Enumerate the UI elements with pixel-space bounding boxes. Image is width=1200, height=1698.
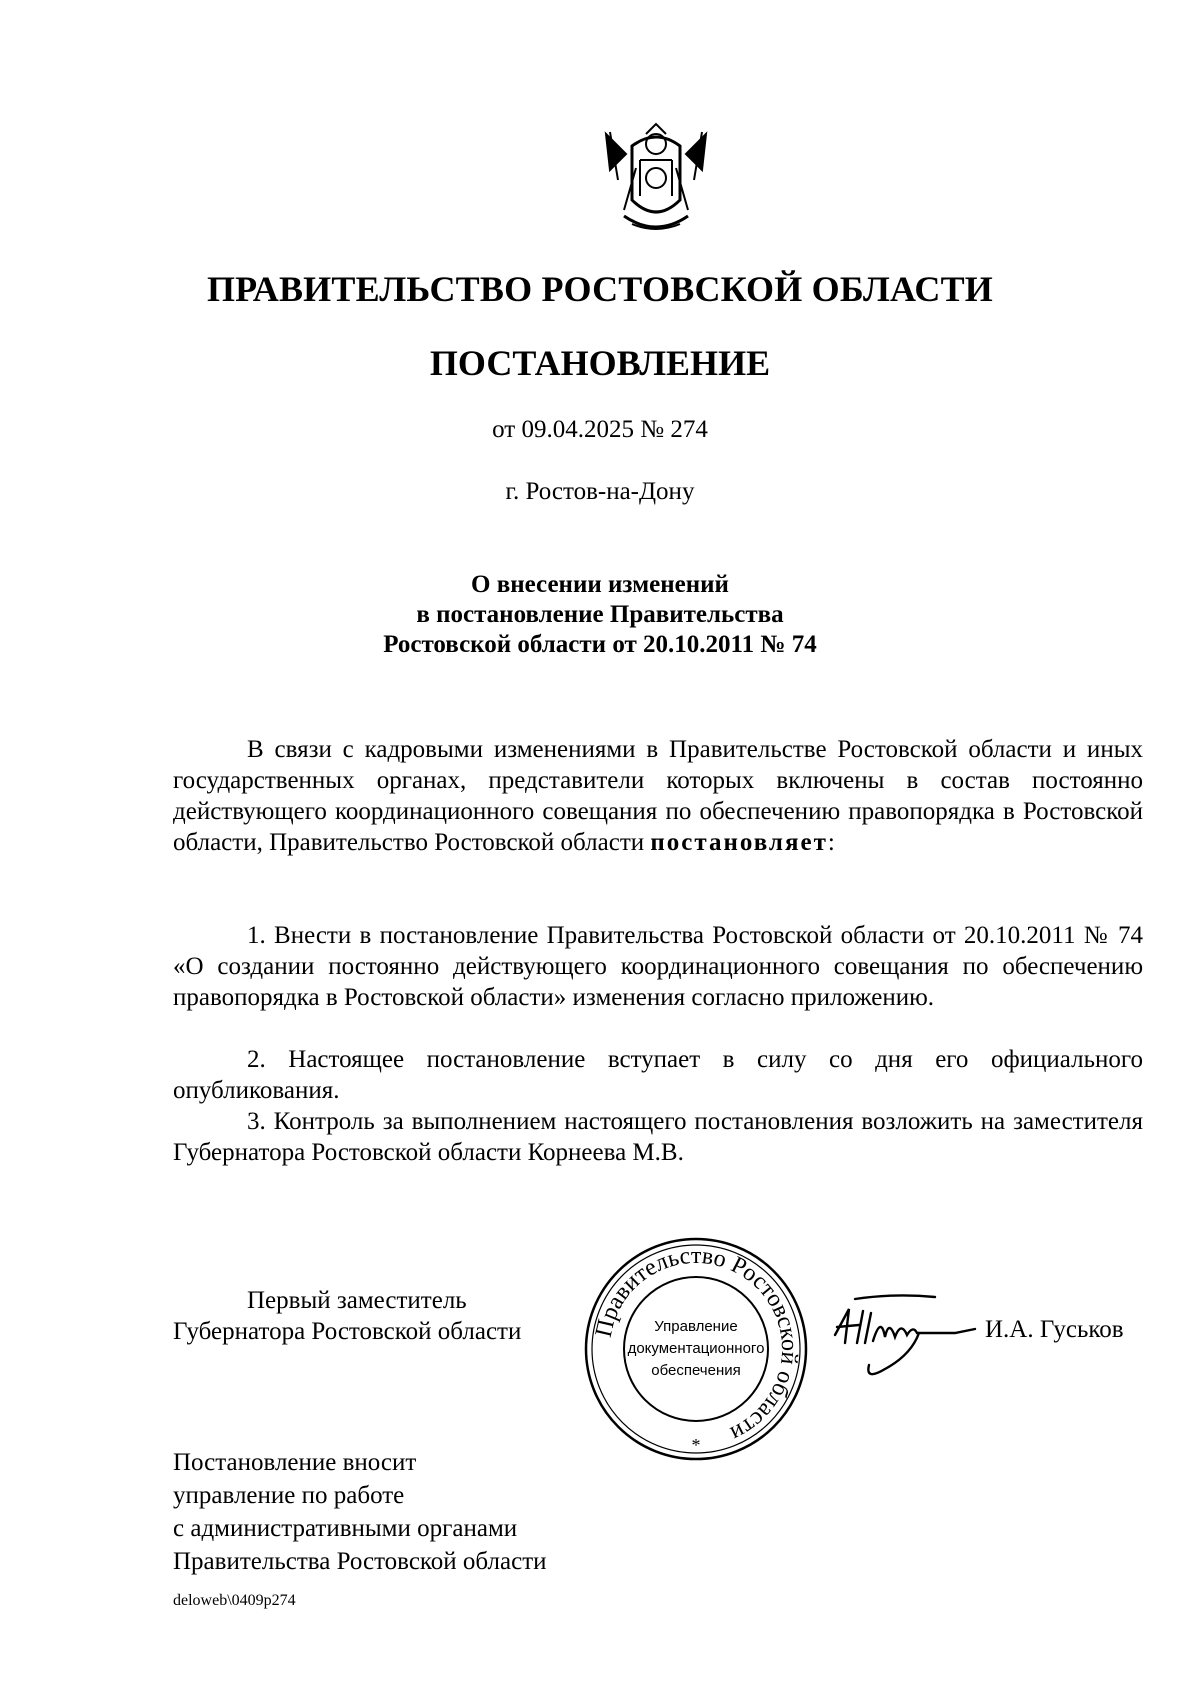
- preamble-paragraph: [173, 734, 1143, 858]
- item-paragraph-1: [173, 920, 1143, 1013]
- position-line: Губернатора Ростовской области: [173, 1318, 522, 1345]
- submitted-by-line: с административными органами: [173, 1515, 518, 1542]
- signatory-name: И.А. Гуськов: [985, 1316, 1124, 1343]
- org-title: ПРАВИТЕЛЬСТВО РОСТОВСКОЙ ОБЛАСТИ: [206, 269, 994, 309]
- seal-ring-text: Правительство Ростовской области: [590, 1242, 803, 1447]
- submitted-by: [173, 1446, 547, 1578]
- item-text: 1. Внести в постановление Правительства Ростовской области от 20.10.2011 № 74 «О создании постоянно действующего координационного совещания по обеспечению правопорядка в Ростовской области» изменения согласно приложению.: [173, 922, 1143, 1011]
- official-seal: [582, 1235, 810, 1463]
- subject-line: Ростовской области от 20.10.2011 № 74: [383, 631, 817, 658]
- preamble-punct: :: [827, 829, 835, 856]
- seal-center-line: Управление: [654, 1318, 738, 1335]
- coat-of-arms-icon: [596, 120, 716, 240]
- preamble-keyword: постановляет: [650, 829, 828, 856]
- position-line: Первый заместитель: [247, 1287, 467, 1314]
- document-subject: [0, 570, 1200, 660]
- seal-center-line: обеспечения: [651, 1362, 741, 1379]
- submitted-by-line: Правительства Ростовской области: [173, 1548, 547, 1575]
- document-date-number: от 09.04.2025 № 274: [492, 416, 708, 443]
- preamble-text: В связи с кадровыми изменениями в Правительстве Ростовской области и иных государственных органах, представители которых включены в состав постоянно действующего координационного совещания по обеспечению правопорядка в Ростовской области, Правительство Ростовской области: [173, 736, 1143, 856]
- document-code: deloweb\0409p274: [173, 1592, 296, 1609]
- submitted-by-line: Постановление вносит: [173, 1449, 417, 1476]
- seal-star: *: [691, 1435, 701, 1455]
- document-type: ПОСТАНОВЛЕНИЕ: [429, 343, 771, 383]
- submitted-by-line: управление по работе: [173, 1482, 405, 1509]
- handwritten-signature: [815, 1285, 985, 1395]
- subject-line: в постановление Правительства: [416, 601, 784, 628]
- item-text: 3. Контроль за выполнением настоящего постановления возложить на заместителя Губернатора Ростовской области Корнеева М.В.: [173, 1108, 1143, 1166]
- signatory-position: [173, 1285, 521, 1347]
- item-text: 2. Настоящее постановление вступает в силу со дня его официального опубликования.: [173, 1046, 1143, 1104]
- document-city: г. Ростов-на-Дону: [505, 478, 695, 505]
- item-paragraph-3: [173, 1106, 1143, 1168]
- seal-center-line: документационного: [627, 1340, 765, 1357]
- subject-line: О внесении изменений: [471, 571, 729, 598]
- item-paragraph-2: [173, 1044, 1143, 1106]
